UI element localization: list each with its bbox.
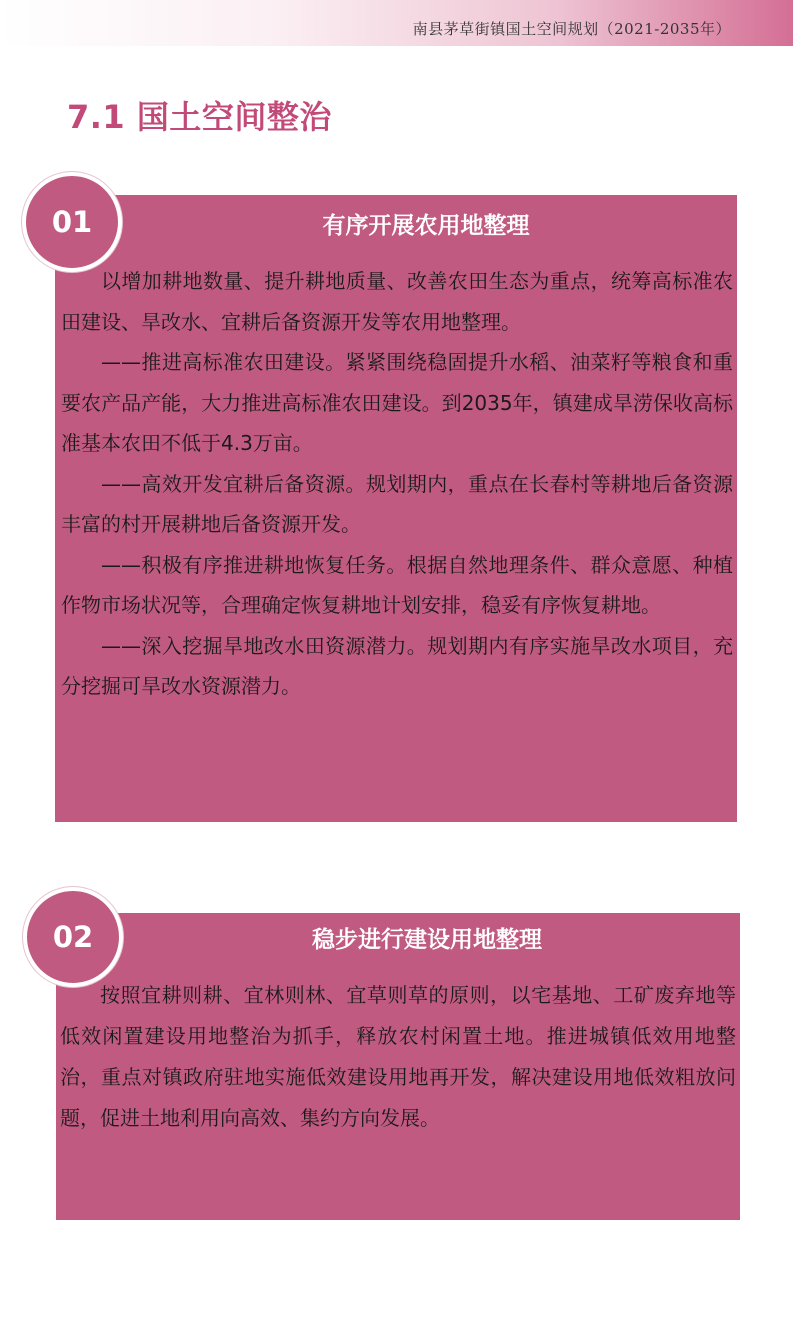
- paragraph: ——高效开发宜耕后备资源。规划期内，重点在长春村等耕地后备资源丰富的村开展耕地后备资源开发。: [61, 471, 733, 536]
- document-title: 南县茅草街镇国土空间规划（2021-2035年）: [412, 20, 731, 38]
- paragraph: 按照宜耕则耕、宜林则林、宜草则草的原则，以宅基地、工矿废弃地等低效闲置建设用地整治为抓手，释放农村闲置土地。推进城镇低效用地整治，重点对镇政府驻地实施低效建设用地再开发，解决建设用地低效粗放问题，促进土地利用向高效、集约方向发展。: [60, 983, 736, 1130]
- section-card-land-consolidation: [55, 195, 737, 822]
- paragraph: ——深入挖掘旱地改水田资源潜力。规划期内有序实施旱改水项目，充分挖掘可旱改水资源潜力。: [61, 633, 733, 698]
- card-body: [60, 975, 736, 1139]
- card-title: 有序开展农用地整理: [322, 213, 530, 239]
- section-card-construction-land: [56, 913, 740, 1220]
- card-title: 稳步进行建设用地整理: [312, 927, 542, 953]
- number-badge: 02: [23, 887, 123, 987]
- header-band: [0, 0, 793, 46]
- number-badge: 01: [22, 172, 122, 272]
- section-heading: 7.1 国土空间整治: [67, 98, 332, 136]
- paragraph: 以增加耕地数量、提升耕地质量、改善农田生态为重点，统筹高标准农田建设、旱改水、宜耕后备资源开发等农用地整理。: [61, 269, 733, 334]
- paragraph: ——积极有序推进耕地恢复任务。根据自然地理条件、群众意愿、种植作物市场状况等，合理确定恢复耕地计划安排，稳妥有序恢复耕地。: [61, 552, 733, 617]
- card-body: [61, 261, 733, 707]
- paragraph: ——推进高标准农田建设。紧紧围绕稳固提升水稻、油菜籽等粮食和重要农产品产能，大力推进高标准农田建设。到2035年，镇建成旱涝保收高标准基本农田不低于4.3万亩。: [61, 350, 733, 455]
